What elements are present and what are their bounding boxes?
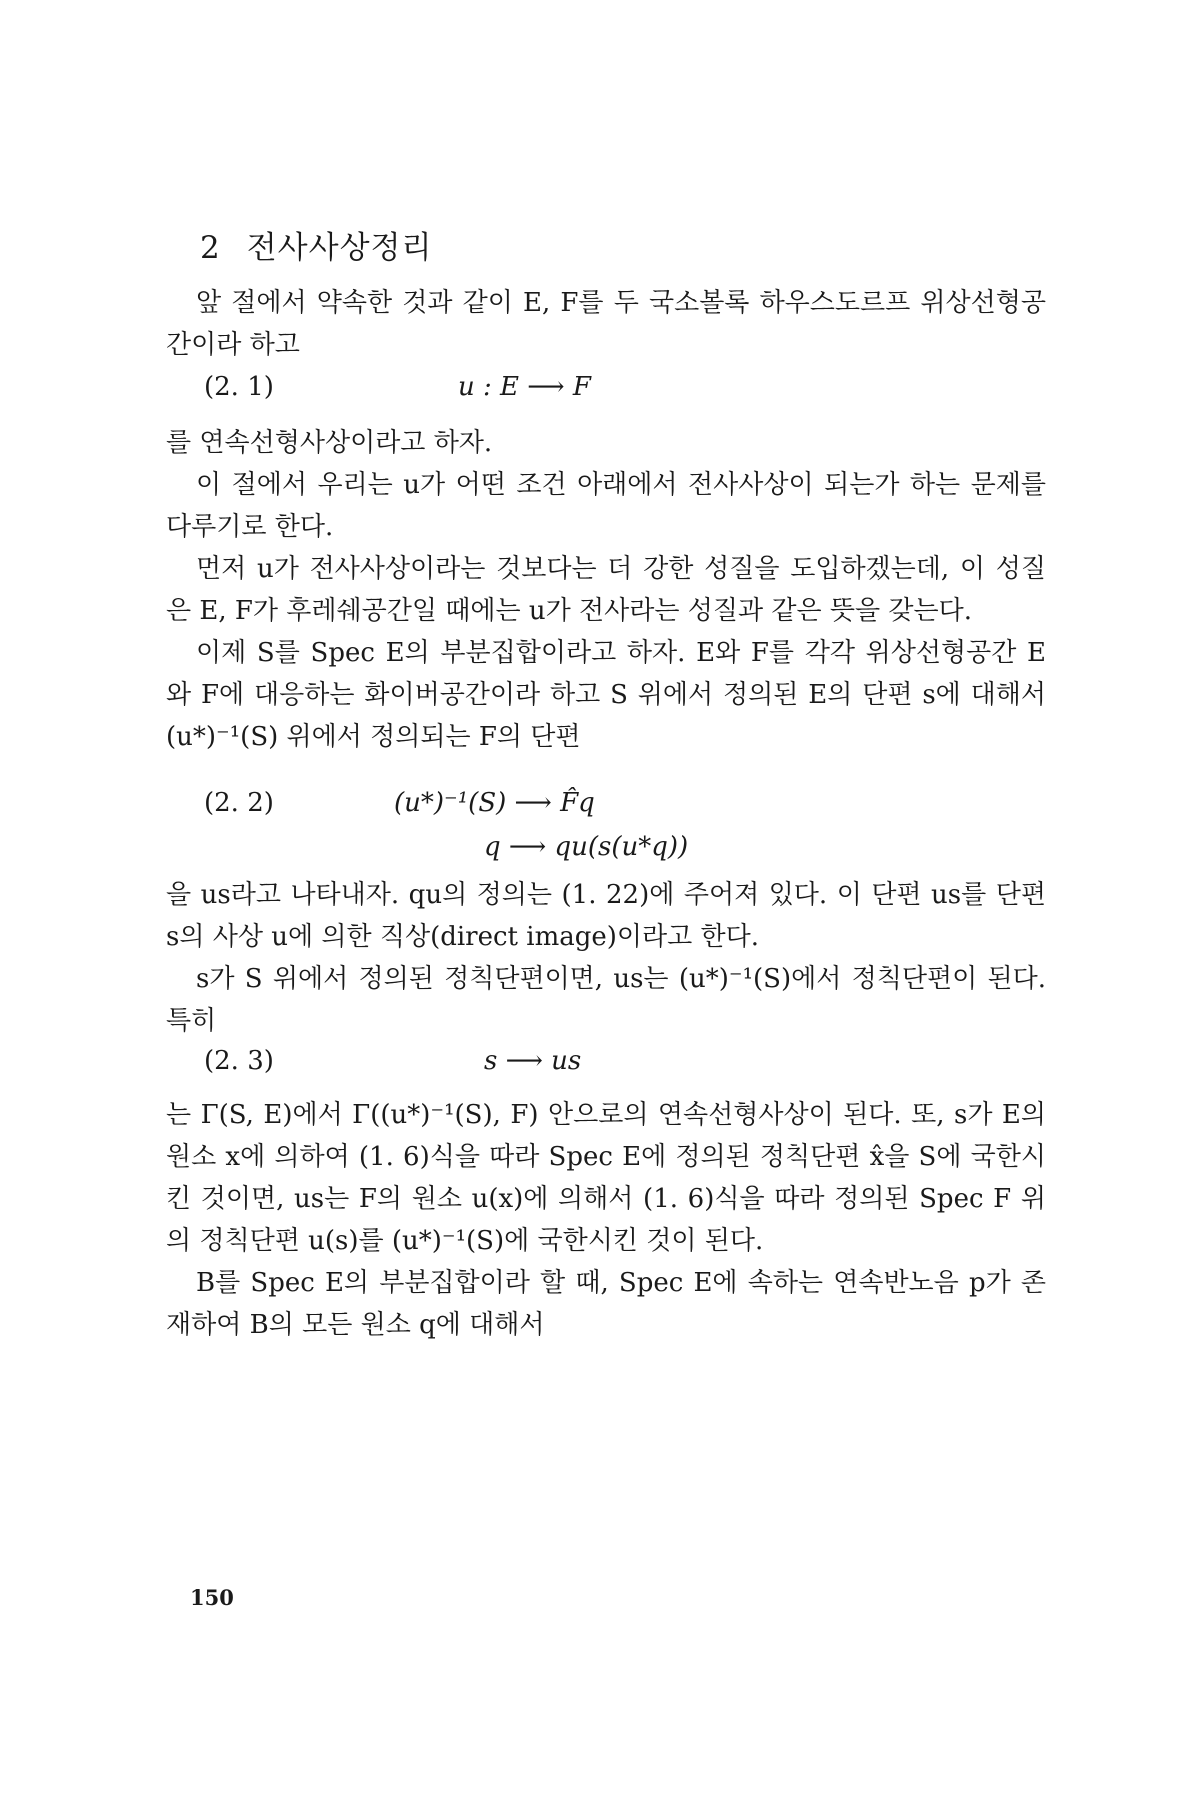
equation-label: (2. 1) xyxy=(204,372,274,402)
section-title: 전사사상정리 xyxy=(246,230,433,266)
paragraph-8: 는 Γ(S, E)에서 Γ((u*)⁻¹(S), F) 안으로의 연속선형사상이 된다. 또, s가 E의 원소 x에 의하여 (1. 6)식을 따라 Spec E에 정의된 정칙단편 x̂을 S에 국한시킨 것이면, us는 F의 원소 u(x)에 의해서 (1. 6)식을 따라 정의된 Spec F 위의 정칙단편 u(s)를 (u*)⁻¹(S)에 국한시킨 것이 된다. xyxy=(166,1100,1046,1256)
page-number: 150 xyxy=(190,1585,234,1610)
paragraph-block-2 xyxy=(166,422,1046,758)
paragraph-7: s가 S 위에서 정의된 정칙단편이면, us는 (u*)⁻¹(S)에서 정칙단편이 된다. 특히 xyxy=(166,964,1046,1036)
section-heading xyxy=(200,222,432,267)
paragraph-block-4 xyxy=(166,1094,1046,1346)
equation-expression: u : E ⟶ F xyxy=(458,372,591,402)
paragraph-block-3 xyxy=(166,874,1046,1042)
paragraph-2: 를 연속선형사상이라고 하자. xyxy=(166,428,493,458)
paragraph-4: 먼저 u가 전사사상이라는 것보다는 더 강한 성질을 도입하겠는데, 이 성질은 E, F가 후레쉐공간일 때에는 u가 전사라는 성질과 같은 뜻을 갖는다. xyxy=(166,554,1046,626)
paragraph-1: 앞 절에서 약속한 것과 같이 E, F를 두 국소볼록 하우스도르프 위상선형공간이라 하고 xyxy=(166,288,1046,360)
equation-label: (2. 3) xyxy=(204,1046,274,1076)
equation-2-3 xyxy=(166,1040,1046,1080)
section-number: 2 xyxy=(200,230,221,266)
paragraph-intro xyxy=(166,282,1046,366)
paragraph-3: 이 절에서 우리는 u가 어떤 조건 아래에서 전사사상이 되는가 하는 문제를 다루기로 한다. xyxy=(166,470,1046,542)
paragraph-9: B를 Spec E의 부분집합이라 할 때, Spec E에 속하는 연속반노음 p가 존재하여 B의 모든 원소 q에 대해서 xyxy=(166,1268,1046,1340)
equation-expression-line-1: (u*)⁻¹(S) ⟶ F̂q xyxy=(394,788,595,818)
equation-label: (2. 2) xyxy=(204,788,274,818)
equation-2-2 xyxy=(166,782,1046,866)
equation-expression-line-2: q ⟶ qu(s(u*q)) xyxy=(484,832,689,862)
paragraph-6: 을 us라고 나타내자. qu의 정의는 (1. 22)에 주어져 있다. 이 단편 us를 단편 s의 사상 u에 의한 직상(direct image)이라고 한다. xyxy=(166,880,1046,952)
equation-2-1 xyxy=(166,366,1046,406)
paragraph-5: 이제 S를 Spec E의 부분집합이라고 하자. E와 F를 각각 위상선형공간 E와 F에 대응하는 화이버공간이라 하고 S 위에서 정의된 E의 단편 s에 대해서 (u*)⁻¹(S) 위에서 정의되는 F의 단편 xyxy=(166,638,1046,752)
equation-expression: s ⟶ us xyxy=(484,1046,582,1076)
